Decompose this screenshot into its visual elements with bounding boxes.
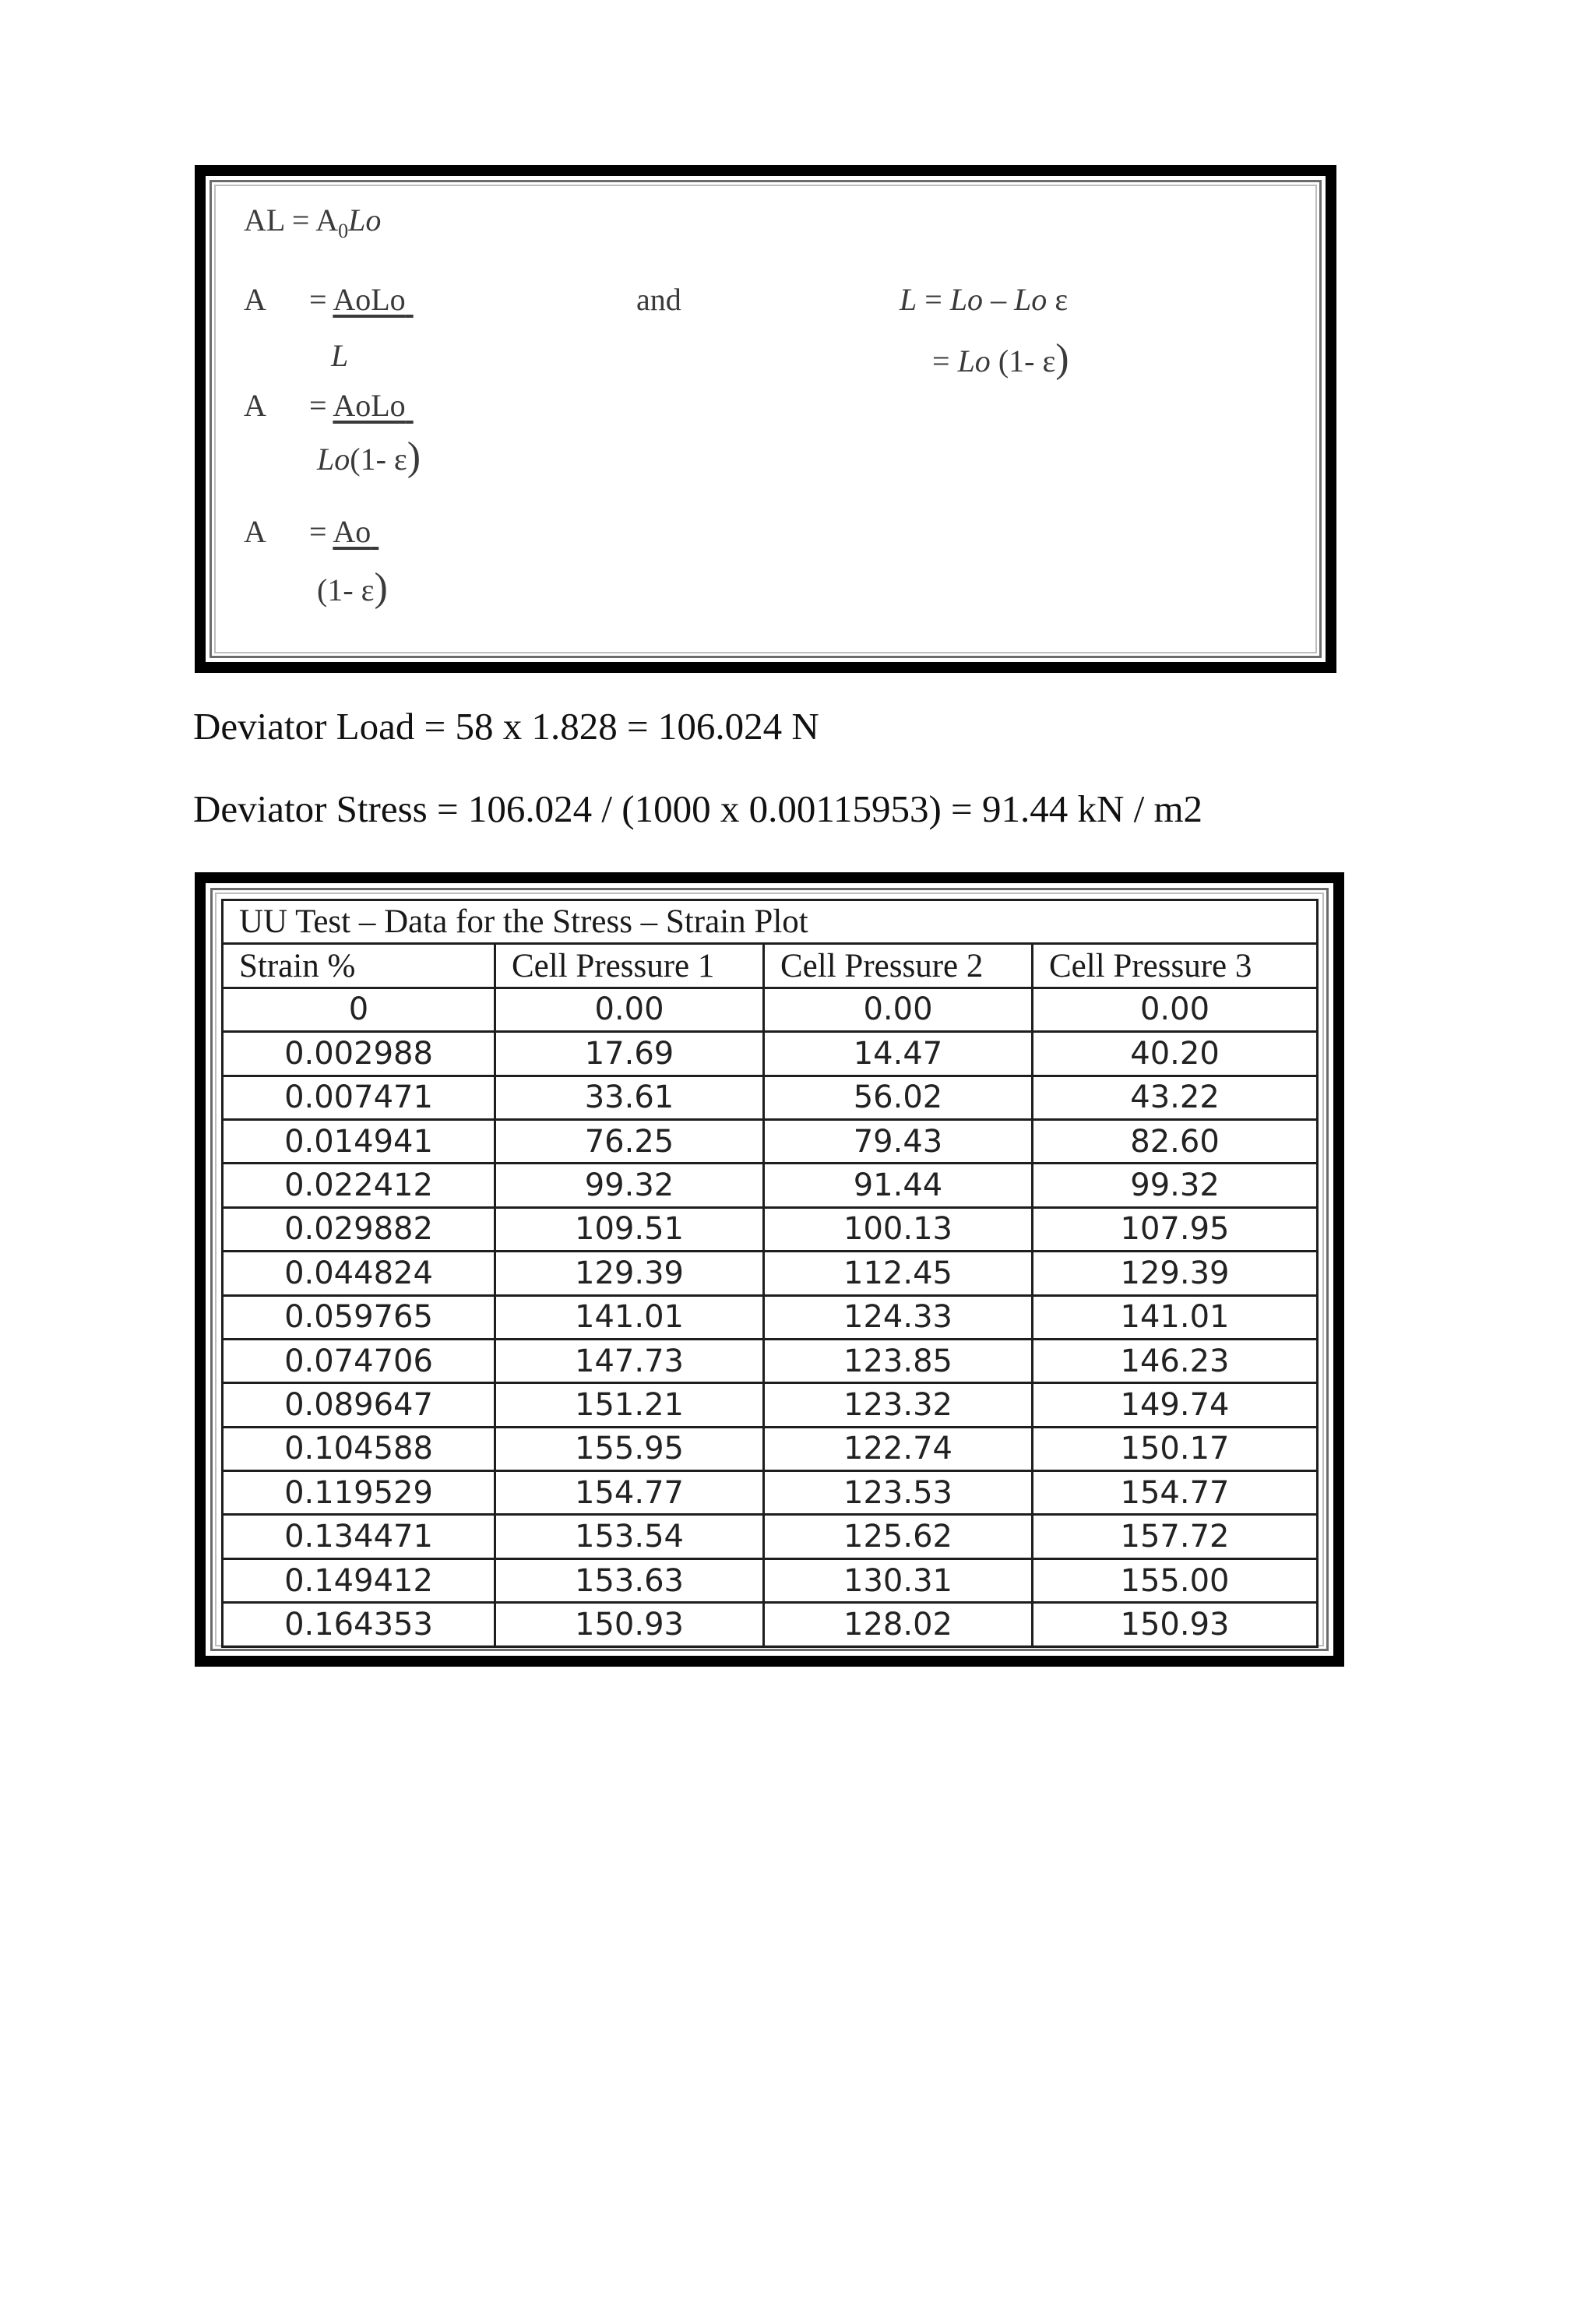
header-cell-pressure-3: Cell Pressure 3 xyxy=(1033,944,1318,988)
eq2-equals: = xyxy=(309,282,333,317)
equation-line-2 xyxy=(244,284,266,315)
table-panel xyxy=(215,893,1324,1646)
eq1-length: Lo xyxy=(348,202,382,238)
strain-cell: 0.014941 xyxy=(223,1119,495,1163)
cell-pressure-1-cell: 147.73 xyxy=(495,1339,764,1382)
table-row xyxy=(223,1383,1318,1427)
strain-cell: 0.074706 xyxy=(223,1339,495,1382)
table-row xyxy=(223,1252,1318,1295)
strain-cell: 0.104588 xyxy=(223,1427,495,1470)
eq3-den-rest: (1- xyxy=(350,442,394,477)
cell-pressure-1-cell: 155.95 xyxy=(495,1427,764,1470)
cell-pressure-2-cell: 123.85 xyxy=(764,1339,1033,1382)
table-row xyxy=(223,1164,1318,1207)
eq3-epsilon: ε xyxy=(393,442,407,477)
eqr1-epsilon: ε xyxy=(1047,282,1069,317)
eq3-close: ) xyxy=(407,435,421,479)
table-row xyxy=(223,1339,1318,1382)
equation-line-3-rhs xyxy=(309,390,414,421)
cell-pressure-2-cell: 128.02 xyxy=(764,1603,1033,1646)
cell-pressure-3-cell: 107.95 xyxy=(1033,1207,1318,1251)
equation-line-4-denominator xyxy=(317,565,388,610)
cell-pressure-1-cell: 129.39 xyxy=(495,1252,764,1295)
eq3-lhs: A xyxy=(244,388,266,423)
cell-pressure-3-cell: 43.22 xyxy=(1033,1076,1318,1119)
table-frame-border xyxy=(210,888,1329,1651)
eq1-lhs: AL xyxy=(244,202,284,238)
eq4-close: ) xyxy=(374,565,388,610)
equation-and: and xyxy=(636,282,681,317)
cell-pressure-2-cell: 0.00 xyxy=(764,988,1033,1031)
cell-pressure-1-cell: 33.61 xyxy=(495,1076,764,1119)
eq3-den-lo: Lo xyxy=(317,442,350,477)
cell-pressure-3-cell: 154.77 xyxy=(1033,1471,1318,1515)
eqr2-equals: = xyxy=(932,343,958,379)
strain-cell: 0.089647 xyxy=(223,1383,495,1427)
cell-pressure-1-cell: 150.93 xyxy=(495,1603,764,1646)
equation-line-2-denominator xyxy=(331,340,348,371)
cell-pressure-2-cell: 123.53 xyxy=(764,1471,1033,1515)
equation-frame-inner xyxy=(206,176,1326,662)
table-body xyxy=(223,988,1318,1646)
deviator-stress-line: Deviator Stress = 106.024 / (1000 x 0.00115953) = 91.44 kN / m2 xyxy=(193,787,1203,830)
eqr1-lo1: Lo xyxy=(949,282,984,317)
table-frame-inner xyxy=(206,883,1333,1656)
cell-pressure-2-cell: 124.33 xyxy=(764,1295,1033,1339)
eq1-equals: = xyxy=(283,202,316,238)
cell-pressure-2-cell: 122.74 xyxy=(764,1427,1033,1470)
stress-strain-table xyxy=(221,899,1319,1648)
deviator-load-line: Deviator Load = 58 x 1.828 = 106.024 N xyxy=(193,705,819,748)
cell-pressure-2-cell: 100.13 xyxy=(764,1207,1033,1251)
strain-cell: 0.029882 xyxy=(223,1207,495,1251)
table-title: UU Test – Data for the Stress – Strain Plot xyxy=(223,900,1318,944)
table-row xyxy=(223,1295,1318,1339)
table-row xyxy=(223,1515,1318,1558)
table-row xyxy=(223,1032,1318,1076)
cell-pressure-3-cell: 149.74 xyxy=(1033,1383,1318,1427)
strain-cell: 0.044824 xyxy=(223,1252,495,1295)
eqr2-epsilon: ε xyxy=(1042,343,1056,379)
eq1-area: A xyxy=(315,202,339,238)
cell-pressure-3-cell: 99.32 xyxy=(1033,1164,1318,1207)
eq3-equals: = xyxy=(309,388,333,423)
cell-pressure-2-cell: 56.02 xyxy=(764,1076,1033,1119)
table-row xyxy=(223,1603,1318,1646)
cell-pressure-2-cell: 130.31 xyxy=(764,1558,1033,1602)
eq2-denominator: L xyxy=(331,338,349,373)
strain-cell: 0.134471 xyxy=(223,1515,495,1558)
equation-panel xyxy=(214,185,1317,653)
cell-pressure-3-cell: 150.93 xyxy=(1033,1603,1318,1646)
eq3-numerator: AoLo xyxy=(333,388,406,423)
table-row xyxy=(223,1207,1318,1251)
eq4-den: (1- xyxy=(317,572,361,607)
cell-pressure-2-cell: 112.45 xyxy=(764,1252,1033,1295)
cell-pressure-2-cell: 14.47 xyxy=(764,1032,1033,1076)
equation-line-2-rhs xyxy=(309,284,414,315)
table-title-row xyxy=(223,900,1318,944)
equation-line-3 xyxy=(244,390,266,421)
equation-right-2 xyxy=(932,336,1069,381)
cell-pressure-1-cell: 109.51 xyxy=(495,1207,764,1251)
table-row xyxy=(223,988,1318,1031)
strain-cell: 0 xyxy=(223,988,495,1031)
table-header-row xyxy=(223,944,1318,988)
eq2-numerator: AoLo xyxy=(333,282,406,317)
header-cell-pressure-1: Cell Pressure 1 xyxy=(495,944,764,988)
cell-pressure-1-cell: 76.25 xyxy=(495,1119,764,1163)
strain-cell: 0.059765 xyxy=(223,1295,495,1339)
cell-pressure-1-cell: 154.77 xyxy=(495,1471,764,1515)
eqr1-lo2: Lo xyxy=(1014,282,1047,317)
cell-pressure-3-cell: 155.00 xyxy=(1033,1558,1318,1602)
cell-pressure-2-cell: 91.44 xyxy=(764,1164,1033,1207)
data-table-figure xyxy=(195,872,1344,1667)
strain-cell: 0.002988 xyxy=(223,1032,495,1076)
strain-cell: 0.007471 xyxy=(223,1076,495,1119)
header-cell-pressure-2: Cell Pressure 2 xyxy=(764,944,1033,988)
eq1-subscript: 0 xyxy=(338,220,349,242)
equation-line-4-rhs xyxy=(309,516,379,548)
eqr1-minus: – xyxy=(983,282,1015,317)
eq2-lhs: A xyxy=(244,282,266,317)
cell-pressure-1-cell: 99.32 xyxy=(495,1164,764,1207)
eq4-lhs: A xyxy=(244,514,266,549)
table-row xyxy=(223,1119,1318,1163)
eqr1-equals: = xyxy=(917,282,950,317)
equation-line-1 xyxy=(244,202,382,242)
equation-frame-border xyxy=(209,180,1322,658)
equation-right-1 xyxy=(900,284,1068,315)
header-strain: Strain % xyxy=(223,944,495,988)
table-row xyxy=(223,1471,1318,1515)
cell-pressure-3-cell: 129.39 xyxy=(1033,1252,1318,1295)
cell-pressure-3-cell: 146.23 xyxy=(1033,1339,1318,1382)
equation-line-4 xyxy=(244,516,266,548)
cell-pressure-1-cell: 17.69 xyxy=(495,1032,764,1076)
table-row xyxy=(223,1076,1318,1119)
eqr2-rest: (1- xyxy=(990,343,1043,379)
eq4-epsilon: ε xyxy=(361,572,375,607)
cell-pressure-2-cell: 79.43 xyxy=(764,1119,1033,1163)
strain-cell: 0.164353 xyxy=(223,1603,495,1646)
equation-line-3-denominator xyxy=(317,437,421,477)
eqr2-lo: Lo xyxy=(957,343,991,379)
cell-pressure-1-cell: 153.54 xyxy=(495,1515,764,1558)
cell-pressure-2-cell: 125.62 xyxy=(764,1515,1033,1558)
cell-pressure-1-cell: 153.63 xyxy=(495,1558,764,1602)
cell-pressure-3-cell: 40.20 xyxy=(1033,1032,1318,1076)
cell-pressure-3-cell: 0.00 xyxy=(1033,988,1318,1031)
strain-cell: 0.149412 xyxy=(223,1558,495,1602)
cell-pressure-2-cell: 123.32 xyxy=(764,1383,1033,1427)
eq4-numerator: Ao xyxy=(333,514,371,549)
eqr1-l: L xyxy=(900,282,917,317)
eq4-equals: = xyxy=(309,514,333,549)
table-row xyxy=(223,1558,1318,1602)
table-row xyxy=(223,1427,1318,1470)
cell-pressure-3-cell: 82.60 xyxy=(1033,1119,1318,1163)
strain-cell: 0.119529 xyxy=(223,1471,495,1515)
cell-pressure-1-cell: 141.01 xyxy=(495,1295,764,1339)
cell-pressure-3-cell: 150.17 xyxy=(1033,1427,1318,1470)
cell-pressure-3-cell: 141.01 xyxy=(1033,1295,1318,1339)
strain-cell: 0.022412 xyxy=(223,1164,495,1207)
cell-pressure-1-cell: 151.21 xyxy=(495,1383,764,1427)
eqr2-close: ) xyxy=(1055,336,1069,381)
equation-figure xyxy=(195,165,1336,673)
cell-pressure-1-cell: 0.00 xyxy=(495,988,764,1031)
cell-pressure-3-cell: 157.72 xyxy=(1033,1515,1318,1558)
